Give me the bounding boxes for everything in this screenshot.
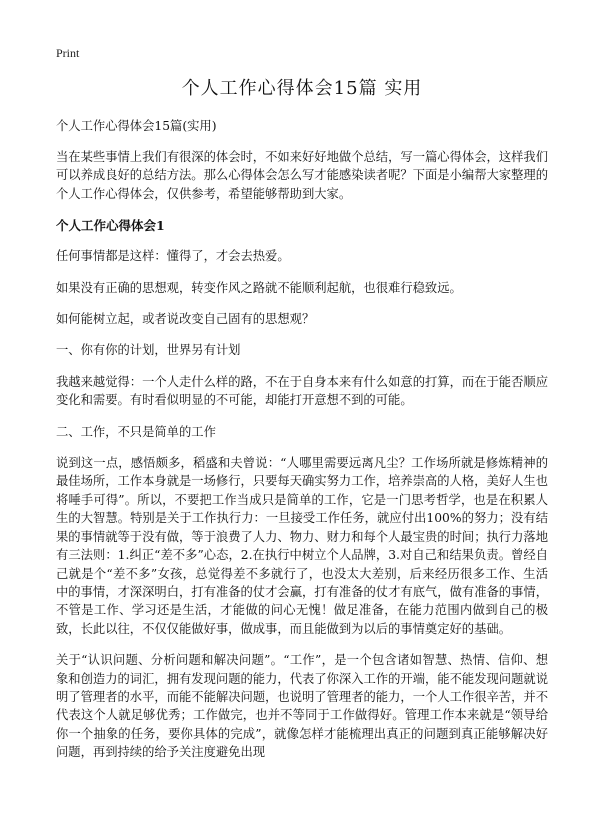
subheading-2: 二、工作，不只是简单的工作: [56, 424, 216, 439]
paragraph-2: 如果没有正确的思想观，转变作风之路就不能顺利起航，也很难行稳致远。: [56, 280, 462, 295]
paragraph-3: 如何能树立起，或者说改变自己固有的思想观？: [56, 312, 315, 327]
paragraph-1: 任何事情都是这样：懂得了，才会去热爱。: [56, 249, 290, 264]
subheading-1: 一、你有你的计划，世界另有计划: [56, 343, 241, 358]
paragraph-6: 关于“认识问题、分析问题和解决问题”。“工作”，是一个包含诸如智慧、热情、信仰、想象和创造力的词汇，拥有发现问题的能力，代表了你深入工作的开端，能不能发现问题就说明了管理者的水平，而能不能解决问题，也说明了管理者的能力，一个人工作很辛苦，并不代表这个人就足够优秀；工作做完，也并不等同于工作做得好。管理工作本来就是“领导给你一个抽象的任务，要你具体的完成”，就像怎样才能梳理出真正的问题到真正能够解决好问题，再到持续的给予关注度避免出现: [56, 653, 548, 760]
intro-paragraph: 当在某些事情上我们有很深的体会时，不如来好好地做个总结，写一篇心得体会，这样我们可以养成良好的总结方法。那么心得体会怎么写才能感染读者呢？下面是小编帮大家整理的个人工作心得体会，仅供参考，希望能够帮助到大家。: [56, 150, 548, 201]
document-subtitle: 个人工作心得体会15篇(实用): [56, 119, 217, 133]
page-title: 个人工作心得体会15篇 实用: [181, 78, 423, 99]
document-content: [56, 76, 548, 762]
section-heading: 个人工作心得体会1: [56, 218, 165, 234]
print-link[interactable]: Print: [56, 46, 80, 60]
paragraph-5: 说到这一点，感悟颇多，稻盛和夫曾说：“人哪里需要远离凡尘？工作场所就是修炼精神的最佳场所，工作本身就是一场修行，只要每天确实努力工作，培养崇高的人格，美好人生也将唾手可得”。所以，不要把工作当成只是简单的工作，它是一门思考哲学，也是在积累人生的大智慧。特别是关于工作执行力：一旦接受工作任务，就应付出100%的努力；没有结果的事情就等于没有做，等于浪费了人力、物力、财力和每个人最宝贵的时间；执行力落地有三法则：1.纠正“差不多”心态，2.在执行中树立个人品牌，3.对自己和结果负责。曾经自己就是个“差不多”女孩，总觉得差不多就行了，也没太大差别，后来经历很多工作、生活中的事情，才深深明白，打有准备的仗才会赢，打有准备的仗才有底气，做有准备的事情，不管是工作、学习还是生活，才能做的问心无愧！做足准备，在能力范围内做到自己的极致，长此以往，不仅仅能做好事，做成事，而且能做到为以后的事情奠定好的基础。: [56, 456, 548, 636]
paragraph-4: 我越来越觉得：一个人走什么样的路，不在于自身本来有什么如意的打算，而在于能否顺应变化和需要。有时看似明显的不可能，却能打开意想不到的可能。: [56, 374, 548, 408]
